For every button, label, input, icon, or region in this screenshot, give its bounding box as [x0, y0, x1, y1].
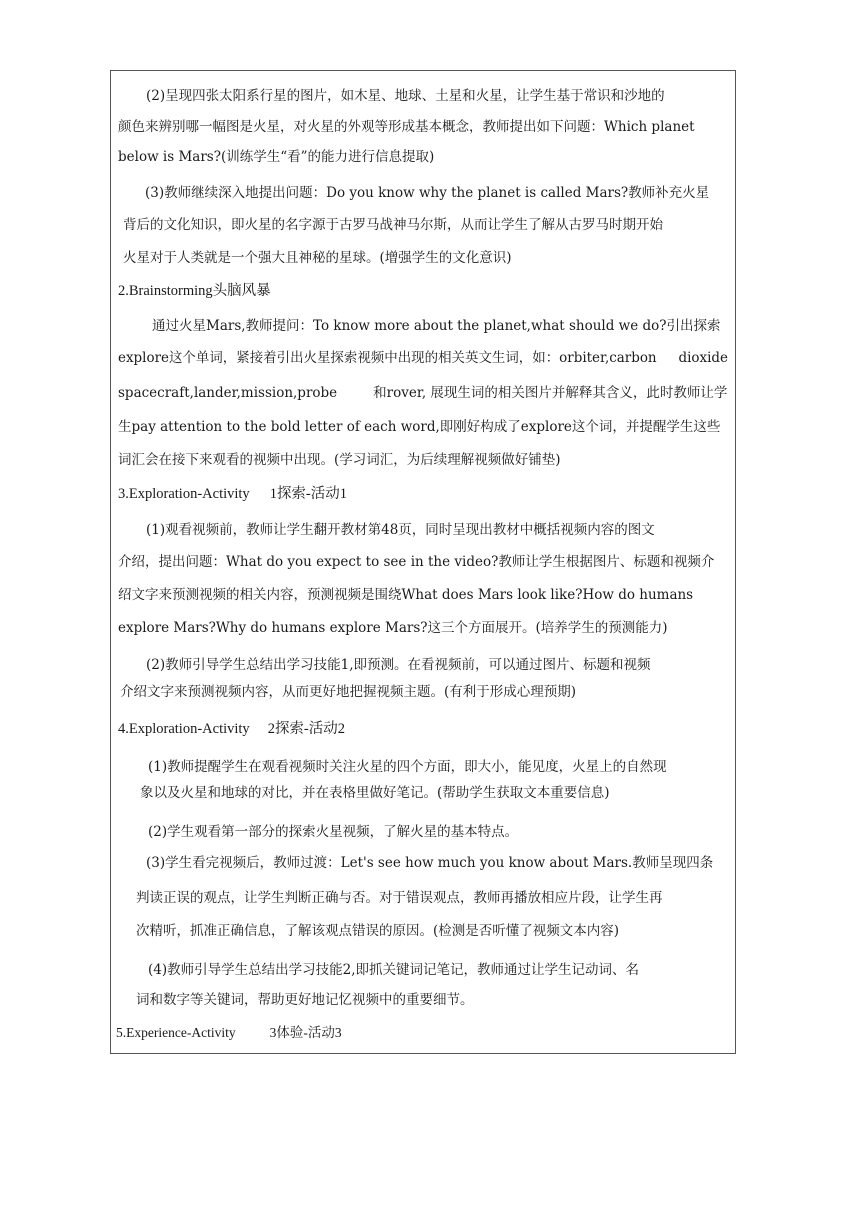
para-line: 生pay attention to the bold letter of each word,即刚好构成了explore这个词，并提醒学生这些: [118, 419, 721, 435]
section-heading-text: 5.Experience-Activity: [116, 1025, 236, 1040]
para-line: 次精听，抓准正确信息，了解该观点错误的原因。(检测是否听懂了视频文本内容): [136, 923, 620, 939]
para-line: (3)学生看完视频后，教师过渡：Let's see how much you know about Mars.教师呈现四条: [146, 855, 714, 871]
para-line: 词和数字等关键词，帮助更好地记忆视频中的重要细节。: [136, 992, 474, 1008]
para-line: (2)学生观看第一部分的探索火星视频，了解火星的基本特点。: [148, 824, 519, 840]
para-line: 绍文字来预测视频的相关内容，预测视频是围绕What does Mars look like?How do humans: [118, 587, 694, 603]
para-line: (3)教师继续深入地提出问题：Do you know why the planet is called Mars?教师补充火星: [145, 185, 710, 201]
para-line: 判读正误的观点，让学生判断正确与否。对于错误观点，教师再播放相应片段，让学生再: [136, 890, 663, 906]
para-line: 火星对于人类就是一个强大且神秘的星球。(增强学生的文化意识): [123, 250, 512, 266]
para-line: (1)观看视频前，教师让学生翻开教材第48页，同时呈现出教材中概括视频内容的图文: [146, 522, 655, 538]
para-line: 通过火星Mars,教师提问：To know more about the planet,what should we do?引出探索: [152, 318, 721, 334]
para-line: 颜色来辨别哪一幅图是火星，对火星的外观等形成基本概念，教师提出如下问题：Which planet: [118, 119, 695, 135]
section-heading: [116, 1024, 342, 1042]
para-line: [118, 384, 727, 402]
para-line: (1)教师提醒学生在观看视频时关注火星的四个方面，即大小，能见度，火星上的自然现: [148, 759, 667, 775]
section-heading-text: 3体验-活动3: [269, 1025, 342, 1040]
para-line-part: explore这个单词，紧接着引出火星探索视频中出现的相关英文生词，如：orbiter,carbon: [118, 350, 657, 366]
section-heading-text: 2探索-活动2: [267, 721, 346, 737]
section-heading-text: 3.Exploration-Activity: [118, 486, 250, 502]
para-line: (2)教师引导学生总结出学习技能1,即预测。在看视频前，可以通过图片、标题和视频: [146, 657, 651, 673]
section-heading-text: 1探索-活动1: [269, 486, 348, 502]
para-line-part: spacecraft,lander,mission,probe: [118, 385, 338, 401]
section-heading: [118, 720, 345, 738]
para-line: 介绍，提出问题：What do you expect to see in the video?教师让学生根据图片、标题和视频介: [118, 554, 715, 570]
para-line-part: 和rover, 展现生词的相关图片并解释其含义，此时教师让学: [373, 385, 728, 401]
section-heading: [118, 485, 347, 503]
para-line: 词汇会在接下来观看的视频中出现。(学习词汇，为后续理解视频做好铺垫): [118, 452, 561, 468]
para-line-part: dioxide: [678, 350, 729, 366]
para-line: 象以及火星和地球的对比，并在表格里做好笔记。(帮助学生获取文本重要信息): [140, 785, 610, 801]
para-line: 介绍文字来预测视频内容，从而更好地把握视频主题。(有利于形成心理预期): [120, 684, 577, 700]
section-heading-text: 4.Exploration-Activity: [118, 721, 250, 737]
para-line: (4)教师引导学生总结出学习技能2,即抓关键词记笔记，教师通过让学生记动词、名: [148, 962, 640, 978]
para-line: (2)呈现四张太阳系行星的图片，如木星、地球、土星和火星，让学生基于常识和沙地的: [146, 88, 665, 104]
para-line: explore Mars?Why do humans explore Mars?这三个方面展开。(培养学生的预测能力): [118, 620, 668, 636]
para-line: [118, 349, 728, 367]
section-heading: 2.Brainstorming头脑风暴: [118, 283, 271, 299]
para-line: 背后的文化知识，即火星的名字源于古罗马战神马尔斯，从而让学生了解从古罗马时期开始: [123, 217, 663, 233]
para-line: below is Mars?(训练学生“看”的能力进行信息提取): [118, 149, 435, 165]
